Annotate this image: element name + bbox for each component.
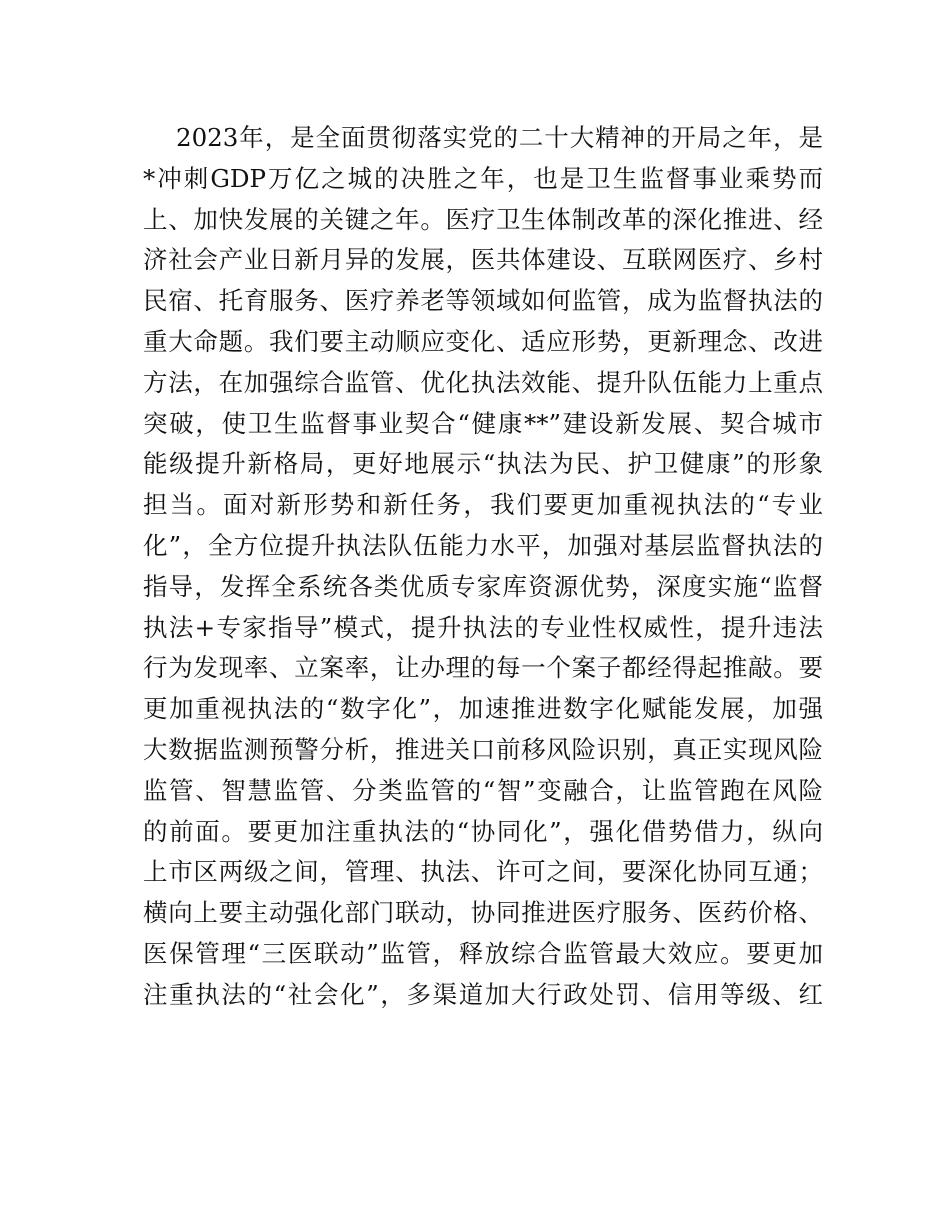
paragraph-line: 横向上要主动强化部门联动，协同推进医疗服务、医药价格、: [143, 898, 823, 928]
paragraph-line: 2023年，是全面贯彻落实党的二十大精神的开局之年，是: [176, 123, 823, 152]
paragraph-line: 担当。面对新形势和新任务，我们要更加重视执法的“专业: [143, 490, 823, 520]
paragraph-line: 的前面。要更加注重执法的“协同化”，强化借势借力，纵向: [143, 816, 823, 846]
paragraph-line: 化”，全方位提升执法队伍能力水平，加强对基层监督执法的: [143, 530, 823, 560]
paragraph-line: *冲刺GDP万亿之城的决胜之年，也是卫生监督事业乘势而: [143, 163, 823, 193]
paragraph-line: 方法，在加强综合监管、优化执法效能、提升队伍能力上重点: [143, 367, 823, 397]
paragraph-line: 更加重视执法的“数字化”，加速推进数字化赋能发展，加强: [143, 694, 823, 724]
paragraph-line: 济社会产业日新月异的发展，医共体建设、互联网医疗、乡村: [143, 245, 823, 275]
paragraph-line: 民宿、托育服务、医疗养老等领域如何监管，成为监督执法的: [143, 286, 823, 316]
paragraph-line: 大数据监测预警分析，推进关口前移风险识别，真正实现风险: [143, 734, 823, 764]
paragraph-line: 医保管理“三医联动”监管，释放综合监管最大效应。要更加: [143, 938, 823, 968]
paragraph-line: 能级提升新格局，更好地展示“执法为民、护卫健康”的形象: [143, 449, 823, 479]
paragraph-line: 行为发现率、立案率，让办理的每一个案子都经得起推敲。要: [143, 653, 823, 683]
paragraph-line: 上市区两级之间，管理、执法、许可之间，要深化协同互通；: [143, 857, 823, 887]
paragraph-line: 执法+专家指导”模式，提升执法的专业性权威性，提升违法: [143, 612, 823, 642]
paragraph-line: 上、加快发展的关键之年。医疗卫生体制改革的深化推进、经: [143, 204, 823, 234]
paragraph-line: 注重执法的“社会化”，多渠道加大行政处罚、信用等级、红: [143, 979, 823, 1009]
paragraph-line: 监管、智慧监管、分类监管的“智”变融合，让监管跑在风险: [143, 775, 823, 805]
body-paragraph: [143, 118, 823, 1016]
paragraph-line: 指导，发挥全系统各类优质专家库资源优势，深度实施“监督: [143, 571, 823, 601]
paragraph-line: 突破，使卫生监督事业契合“健康**”建设新发展、契合城市: [143, 408, 823, 438]
paragraph-line: 重大命题。我们要主动顺应变化、适应形势，更新理念、改进: [143, 326, 823, 356]
